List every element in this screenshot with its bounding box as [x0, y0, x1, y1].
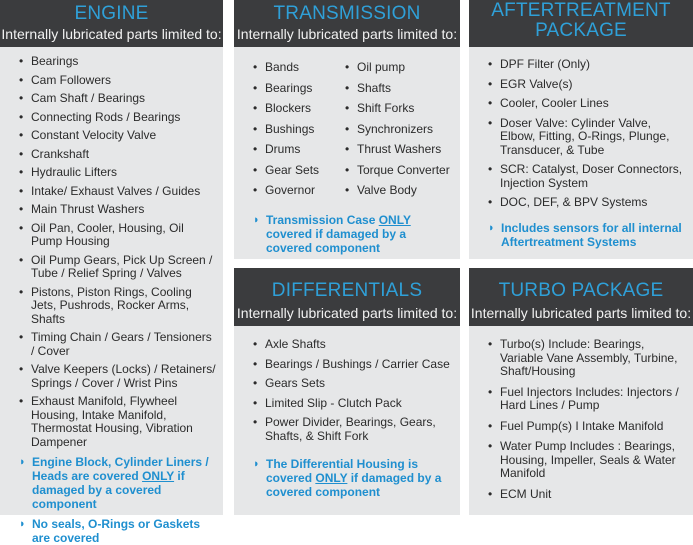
- turbo-list: [486, 338, 685, 501]
- engine-item: • Connecting Rods / Bearings: [17, 111, 217, 125]
- transmission-item: • Oil pump: [343, 61, 459, 75]
- engine-item: • Exhaust Manifold, Flywheel Housing, Intake Manifold, Thermostat Housing, Vibration Dampener: [17, 395, 217, 449]
- turbo-title: TURBO PACKAGE: [498, 280, 664, 301]
- engine-item: • Constant Velocity Valve: [17, 129, 217, 143]
- differentials-panel: [234, 268, 460, 515]
- transmission-note-post: covered if damaged by a covered component: [266, 226, 407, 255]
- aftertreatment-note-text: Includes sensors for all internal Aftertreatment Systems: [501, 220, 682, 249]
- aftertreatment-note: [487, 221, 685, 249]
- turbo-item: • Fuel Injectors Includes: Injectors / Hard Lines / Pump: [486, 386, 685, 413]
- differentials-note-pre: The Differential Housing is covered: [266, 457, 419, 485]
- transmission-note-pre: Transmission Case: [266, 212, 379, 227]
- aftertreatment-header: [469, 0, 693, 47]
- engine-note-post: if damaged by a covered component: [32, 469, 185, 511]
- transmission-note-emph: ONLY: [378, 212, 411, 227]
- transmission-item: • Synchronizers: [343, 123, 459, 137]
- engine-item: • Pistons, Piston Rings, Cooling Jets, Pushrods, Rocker Arms, Shafts: [17, 286, 217, 327]
- transmission-item: • Bushings: [251, 123, 343, 137]
- engine-list: [17, 55, 217, 449]
- aftertreatment-panel: [469, 0, 693, 259]
- turbo-subtitle: Internally lubricated parts limited to:: [470, 305, 692, 321]
- transmission-columns: [251, 61, 460, 198]
- note-marker-icon: ◗: [488, 221, 495, 234]
- transmission-item: • Blockers: [251, 102, 343, 116]
- note-marker-icon: ◗: [19, 518, 26, 530]
- aftertreatment-item: • Doser Valve: Cylinder Valve, Elbow, Fitting, O-Rings, Plunge, Transducer, & Tube: [486, 117, 685, 158]
- engine-item: • Cam Shaft / Bearings: [17, 92, 217, 106]
- differentials-title: DIFFERENTIALS: [271, 280, 423, 301]
- differentials-list: [251, 338, 452, 443]
- differentials-item: • Bearings / Bushings / Carrier Case: [251, 358, 452, 372]
- engine-note-pre: Engine Block, Cylinder Liners / Heads are covered: [32, 455, 209, 483]
- differentials-subtitle: Internally lubricated parts limited to:: [236, 305, 458, 321]
- transmission-note: [252, 213, 452, 255]
- turbo-panel: [469, 268, 693, 515]
- aftertreatment-item: • DPF Filter (Only): [486, 58, 685, 72]
- differentials-item: • Gears Sets: [251, 377, 452, 391]
- aftertreatment-item: • EGR Valve(s): [486, 78, 685, 92]
- engine-note-block: [18, 455, 217, 511]
- transmission-subtitle: Internally lubricated parts limited to:: [236, 26, 458, 42]
- engine-item: • Timing Chain / Gears / Tensioners / Cover: [17, 331, 217, 358]
- transmission-item: • Gear Sets: [251, 164, 343, 178]
- differentials-item: • Power Divider, Bearings, Gears, Shafts, & Shift Fork: [251, 416, 452, 443]
- differentials-note-post: if damaged by a covered component: [266, 471, 442, 499]
- transmission-item: • Shift Forks: [343, 102, 459, 116]
- turbo-header: [469, 268, 693, 326]
- note-marker-icon: ◗: [19, 456, 26, 468]
- engine-item: • Oil Pan, Cooler, Housing, Oil Pump Housing: [17, 222, 217, 249]
- engine-item: • Cam Followers: [17, 74, 217, 88]
- engine-item: • Hydraulic Lifters: [17, 166, 217, 180]
- note-marker-icon: ◗: [253, 213, 260, 226]
- transmission-item: • Thrust Washers: [343, 143, 459, 157]
- aftertreatment-item: • DOC, DEF, & BPV Systems: [486, 196, 685, 210]
- engine-item: • Crankshaft: [17, 148, 217, 162]
- transmission-item: • Valve Body: [343, 184, 459, 198]
- aftertreatment-item: • Cooler, Cooler Lines: [486, 97, 685, 111]
- turbo-item: • Turbo(s) Include: Bearings, Variable Vane Assembly, Turbine, Shaft/Housing: [486, 338, 685, 379]
- turbo-item: • ECM Unit: [486, 488, 685, 502]
- differentials-note: [252, 457, 452, 499]
- engine-note2-text: No seals, O-Rings or Gaskets are covered: [32, 517, 201, 545]
- engine-item: • Intake/ Exhaust Valves / Guides: [17, 185, 217, 199]
- transmission-item: • Torque Converter: [343, 164, 459, 178]
- transmission-item: • Bearings: [251, 82, 343, 96]
- note-marker-icon: ◗: [253, 458, 260, 470]
- turbo-item: • Fuel Pump(s) I Intake Manifold: [486, 420, 685, 434]
- engine-panel: [0, 0, 223, 545]
- engine-note-emph: ONLY: [142, 469, 175, 483]
- transmission-item: • Bands: [251, 61, 343, 75]
- engine-note-seals: [18, 517, 217, 545]
- transmission-title: TRANSMISSION: [273, 3, 421, 24]
- engine-subtitle: Internally lubricated parts limited to:: [1, 26, 222, 42]
- transmission-panel: [234, 0, 460, 259]
- engine-item: • Valve Keepers (Locks) / Retainers/ Springs / Cover / Wrist Pins: [17, 363, 217, 390]
- transmission-item: • Shafts: [343, 82, 459, 96]
- engine-title: ENGINE: [74, 3, 149, 24]
- differentials-item: • Limited Slip - Clutch Pack: [251, 397, 452, 411]
- differentials-note-emph: ONLY: [315, 471, 348, 485]
- transmission-list-left: [251, 61, 343, 198]
- differentials-header: [234, 268, 460, 326]
- aftertreatment-title-line1: AFTERTREATMENT: [491, 0, 671, 21]
- transmission-header: [234, 0, 460, 47]
- turbo-item: • Water Pump Includes : Bearings, Housing, Impeller, Seals & Water Manifold: [486, 440, 685, 481]
- engine-item: • Bearings: [17, 55, 217, 69]
- aftertreatment-item: • SCR: Catalyst, Doser Connectors, Injection System: [486, 163, 685, 190]
- engine-item: • Main Thrust Washers: [17, 203, 217, 217]
- transmission-item: • Drums: [251, 143, 343, 157]
- transmission-list-right: [343, 61, 459, 198]
- engine-header: [0, 0, 223, 47]
- differentials-item: • Axle Shafts: [251, 338, 452, 352]
- aftertreatment-list: [486, 58, 685, 210]
- aftertreatment-title-line2: PACKAGE: [535, 20, 627, 41]
- transmission-item: • Governor: [251, 184, 343, 198]
- engine-item: • Oil Pump Gears, Pick Up Screen / Tube / Relief Spring / Valves: [17, 254, 217, 281]
